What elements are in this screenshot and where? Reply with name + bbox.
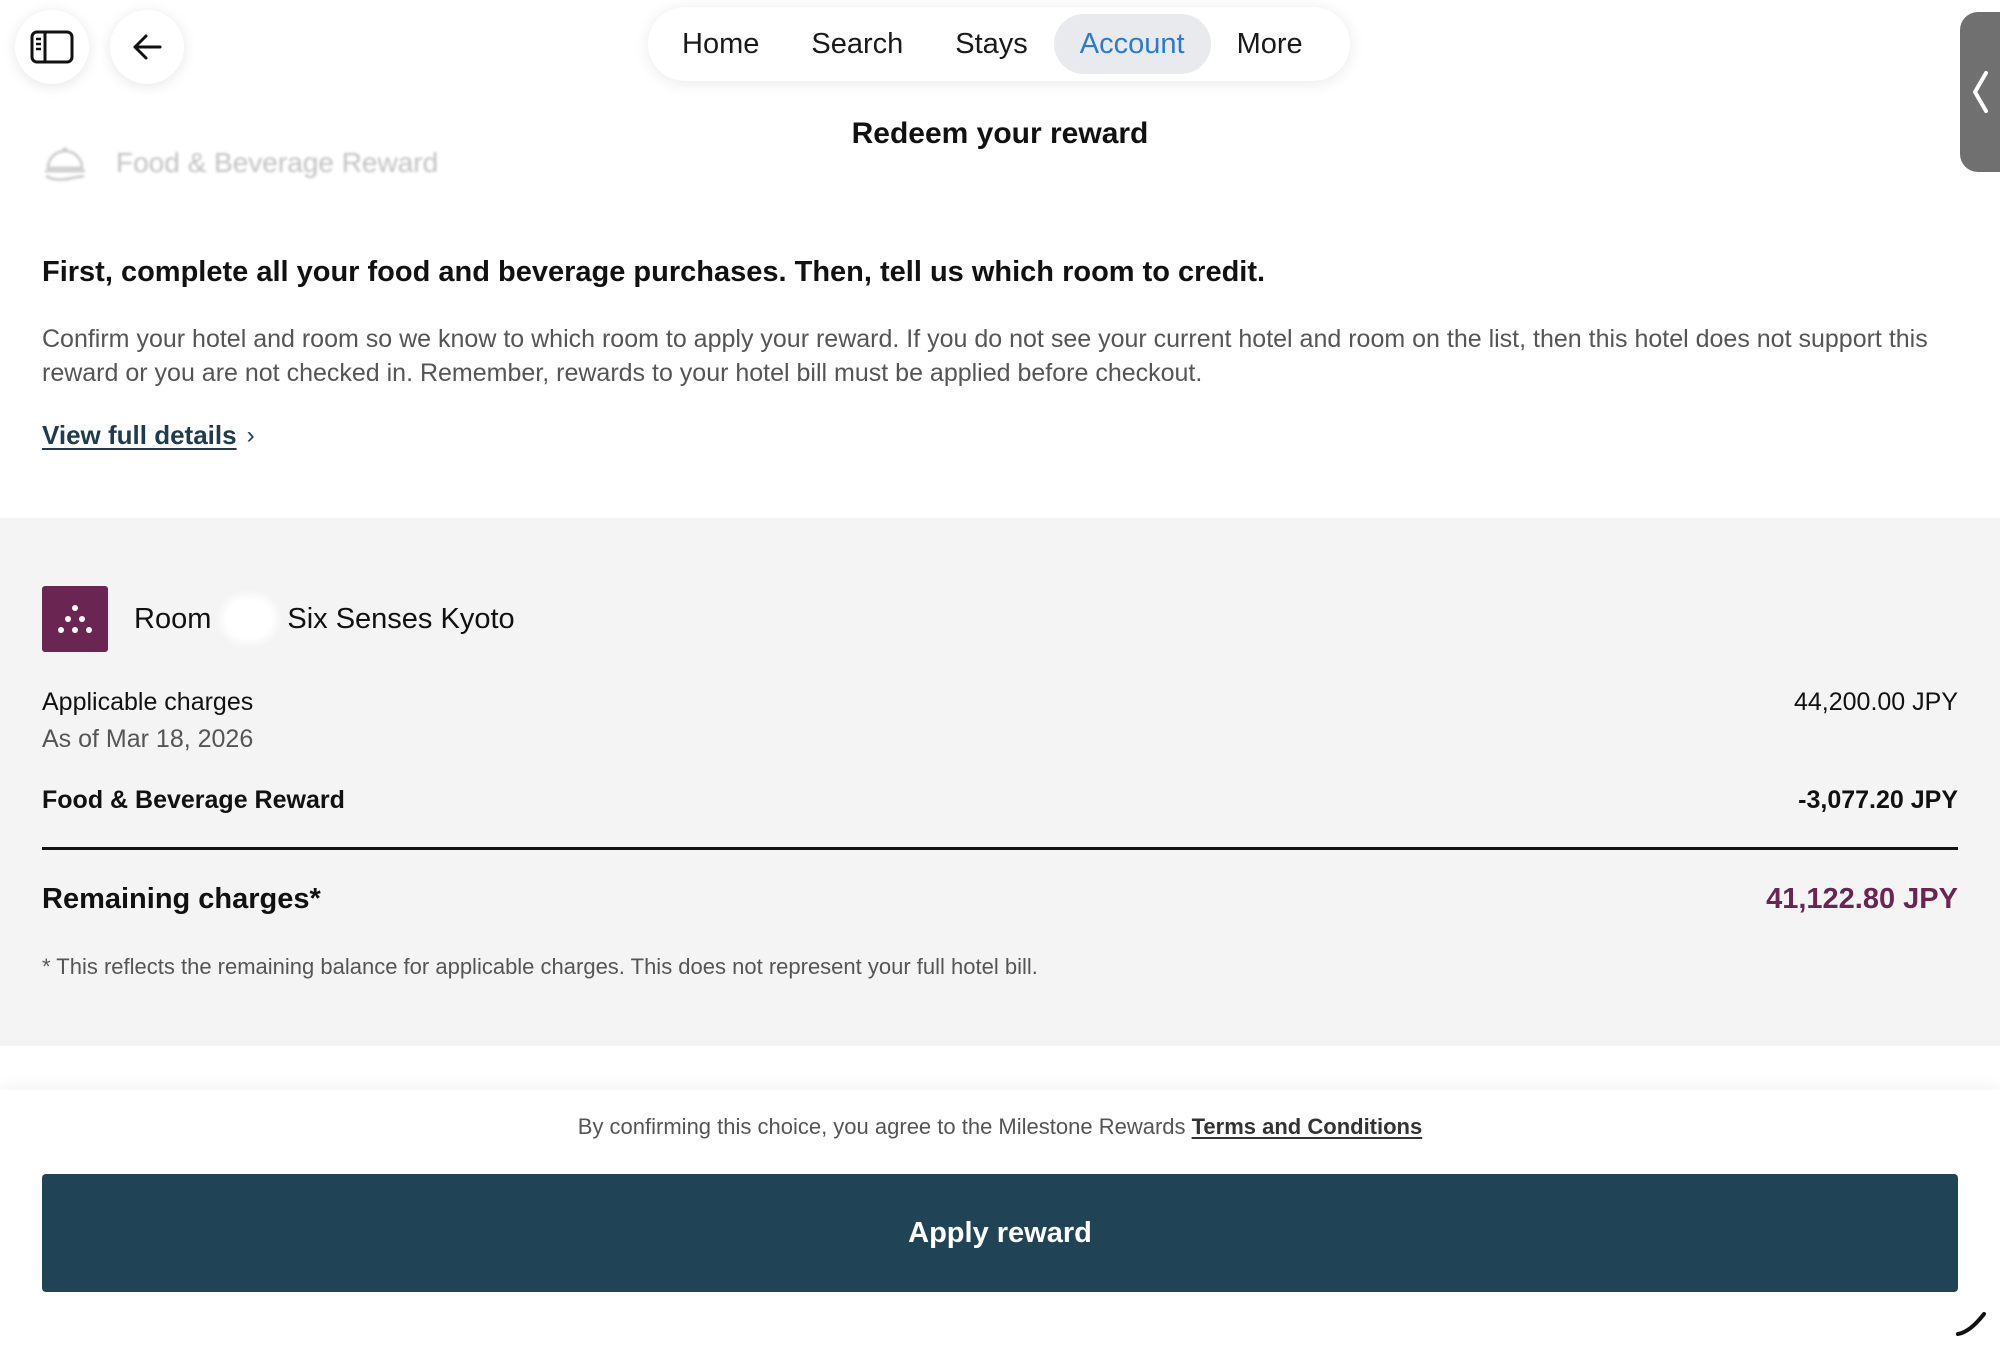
page-title: Redeem your reward	[851, 117, 1149, 150]
remaining-charges-amount: 41,122.80 JPY	[1766, 883, 1958, 915]
tab-account[interactable]: Account	[1054, 14, 1211, 74]
hotel-logo-icon	[55, 602, 95, 636]
reward-amount: -3,077.20 JPY	[1798, 786, 1958, 814]
cloche-icon	[42, 140, 88, 186]
back-arrow-icon	[132, 33, 162, 61]
confirm-panel	[0, 1090, 2000, 1351]
sidebar-toggle-icon	[30, 30, 74, 64]
charges-section	[0, 518, 2000, 1046]
applicable-charges-row	[42, 688, 1958, 754]
view-full-details-label: View full details	[42, 420, 237, 450]
redacted-room-number	[221, 595, 277, 643]
terms-notice	[0, 1114, 2000, 1140]
reward-row	[42, 786, 1958, 815]
back-button[interactable]	[110, 10, 184, 84]
instruction-description: Confirm your hotel and room so we know to which room to apply your reward. If you do not see your current hotel and room on the list, then this hotel does not support this reward or you are not checked in. Remember, rewards to your hotel bill must be applied before checkout.	[42, 325, 1928, 387]
chevron-right-icon: ›	[246, 421, 255, 449]
top-bar	[0, 0, 2000, 100]
pencil-stroke-icon	[1954, 1308, 1990, 1338]
view-full-details-link[interactable]	[42, 420, 255, 451]
tab-search[interactable]: Search	[811, 27, 904, 60]
nav-tab-bar	[648, 7, 1350, 81]
apply-reward-button[interactable]: Apply reward	[42, 1174, 1958, 1292]
reward-header	[42, 140, 438, 186]
terms-link[interactable]: Terms and Conditions	[1191, 1114, 1423, 1139]
room-selection-row[interactable]	[42, 586, 515, 652]
as-of-date: As of Mar 18, 2026	[42, 725, 254, 753]
total-divider	[42, 847, 1958, 850]
hotel-logo	[42, 586, 108, 652]
tab-home[interactable]: Home	[682, 27, 760, 60]
tab-more[interactable]: More	[1236, 27, 1303, 60]
reward-name: Food & Beverage Reward	[116, 147, 439, 178]
remaining-charges-label: Remaining charges*	[42, 883, 321, 915]
applicable-charges-label: Applicable charges	[42, 688, 254, 716]
hotel-name: Six Senses Kyoto	[287, 602, 515, 635]
remaining-footnote: * This reflects the remaining balance for applicable charges. This does not represent your full hotel bill.	[42, 954, 1038, 979]
remaining-charges-row	[42, 883, 1958, 916]
terms-prefix: By confirming this choice, you agree to the Milestone Rewards	[577, 1114, 1192, 1139]
room-label: Room	[134, 602, 212, 635]
instruction-headline: First, complete all your food and beverage purchases. Then, tell us which room to credit.	[42, 256, 1266, 288]
chevron-left-icon	[1971, 70, 1989, 114]
tab-stays[interactable]: Stays	[955, 27, 1028, 60]
applicable-charges-amount: 44,200.00 JPY	[1793, 688, 1958, 716]
reward-label: Food & Beverage Reward	[42, 786, 345, 814]
sidebar-toggle-button[interactable]	[15, 10, 89, 84]
